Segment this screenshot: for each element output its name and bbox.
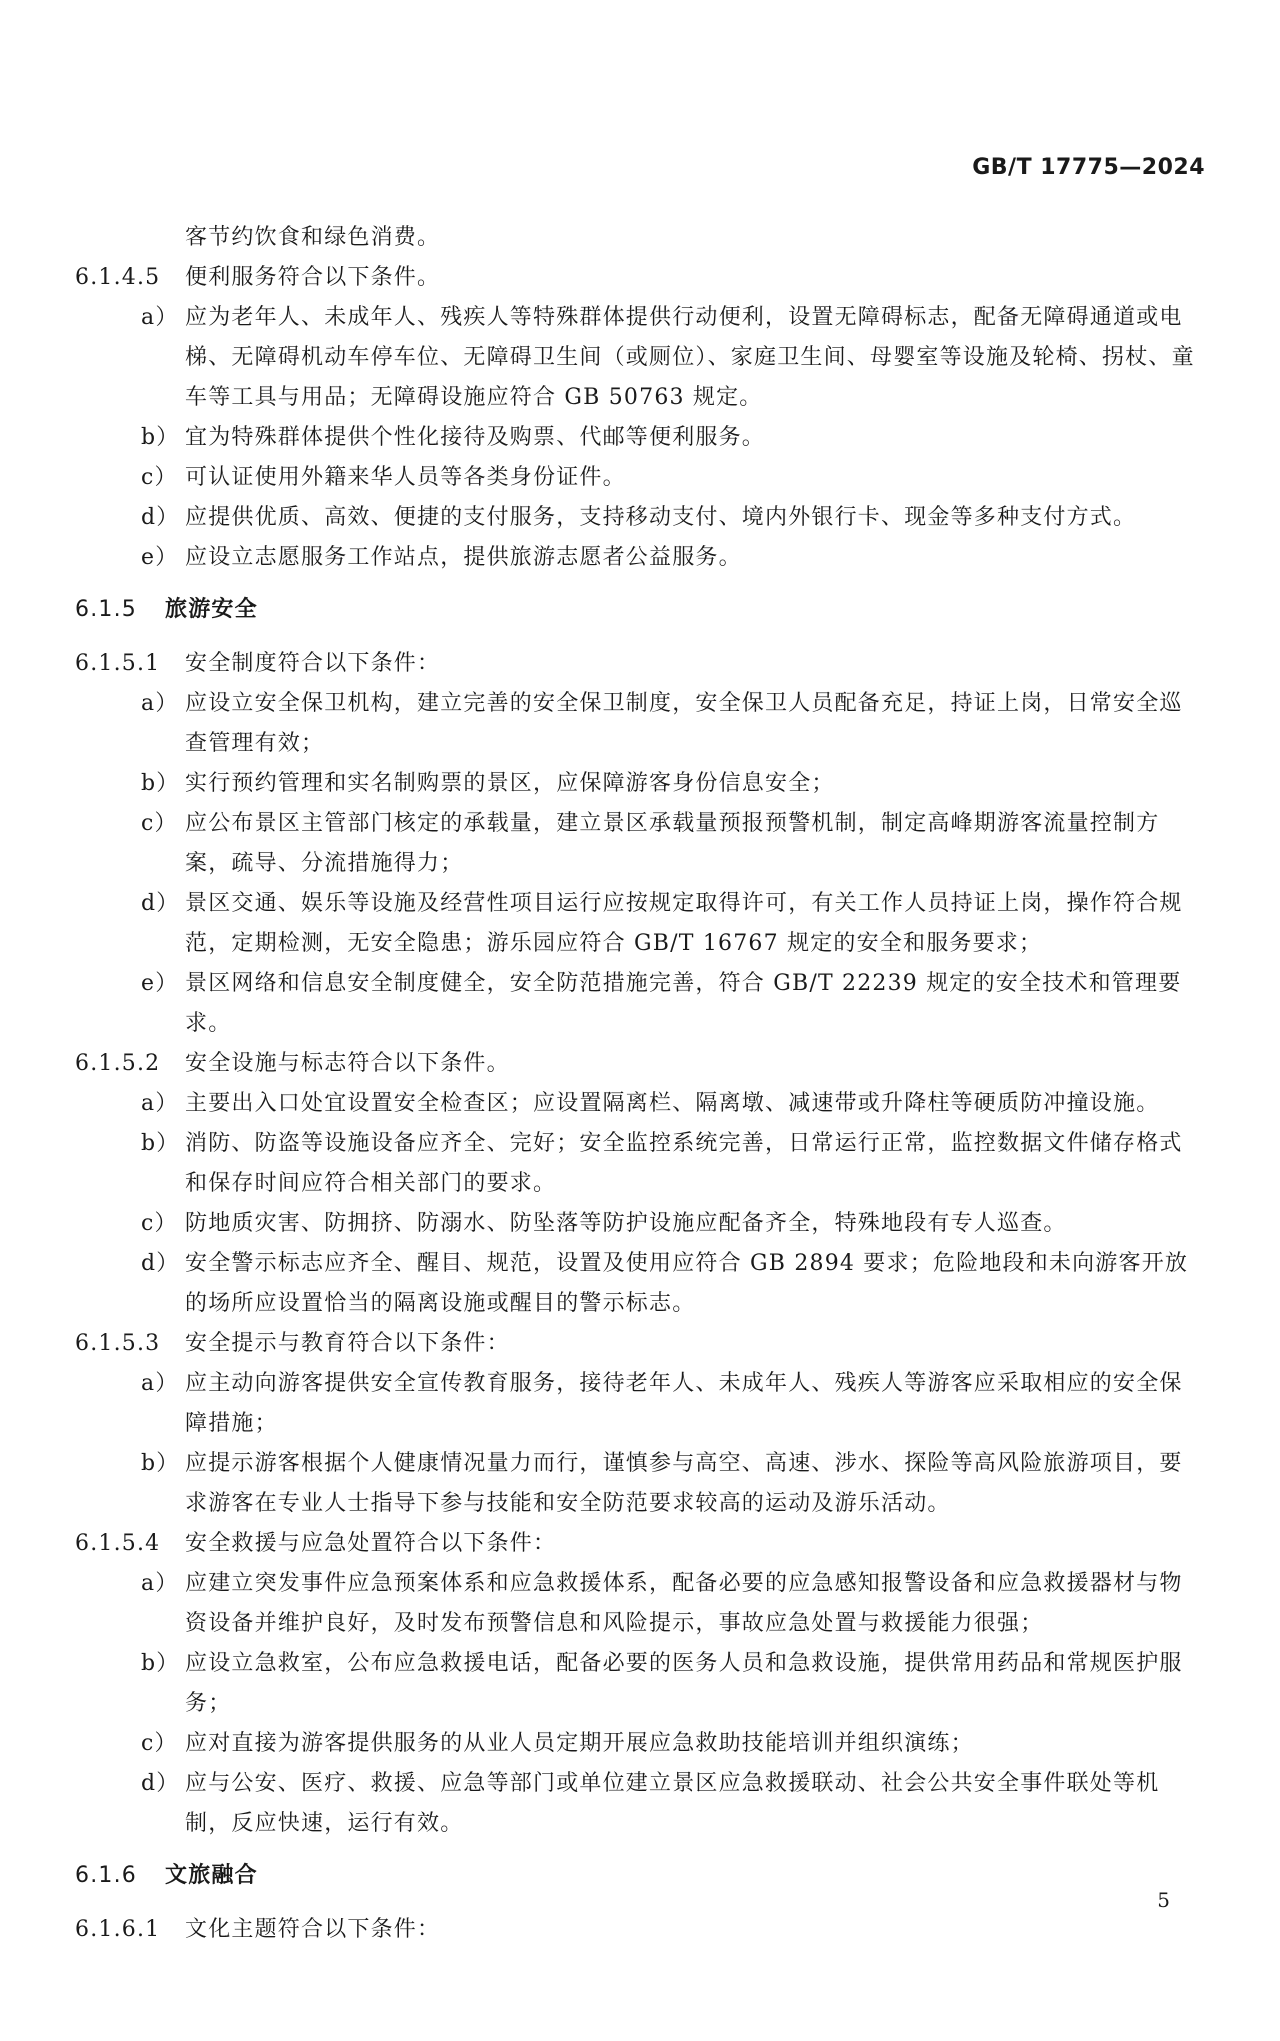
clause-number: 6.1.5.4 [75,1531,161,1556]
clause-number: 6.1.6.1 [75,1917,161,1942]
section-heading [75,1856,1205,1896]
list-item-text: 应设立安全保卫机构，建立完善的安全保卫制度，安全保卫人员配备充足，持证上岗，日常安全巡查管理有效； [185,691,1183,756]
document-body [75,218,1205,1950]
list-item [75,1644,1205,1724]
list-item [75,1564,1205,1644]
standard-number-header: GB/T 17775—2024 [972,155,1205,180]
section-number: 6.1.6 [75,1863,137,1888]
list-item-label: a） [141,1371,179,1396]
list-item-text: 应对直接为游客提供服务的从业人员定期开展应急救助技能培训并组织演练； [185,1731,974,1756]
list-item-label: e） [141,971,179,996]
list-item-label: b） [141,771,180,796]
clause-text: 便利服务符合以下条件。 [185,265,441,290]
list-item-label: d） [141,505,180,530]
list-item [75,1244,1205,1324]
list-item-text: 安全警示标志应齐全、醒目、规范，设置及使用应符合 GB 2894 要求；危险地段和未向游客开放的场所应设置恰当的隔离设施或醒目的警示标志。 [185,1251,1189,1316]
list-item [75,884,1205,964]
list-item [75,1444,1205,1524]
list-item-text: 应主动向游客提供安全宣传教育服务，接待老年人、未成年人、残疾人等游客应采取相应的安全保障措施； [185,1371,1183,1436]
page-number: 5 [1157,1888,1170,1912]
list-item-text: 实行预约管理和实名制购票的景区，应保障游客身份信息安全； [185,771,835,796]
continuation-text [75,218,1205,258]
list-item-label: a） [141,305,179,330]
list-item [75,1084,1205,1124]
list-item [75,298,1205,418]
list-item-text: 应提供优质、高效、便捷的支付服务，支持移动支付、境内外银行卡、现金等多种支付方式。 [185,505,1137,530]
list-item [75,1204,1205,1244]
list-item-label: c） [141,465,178,490]
list-item-text: 防地质灾害、防拥挤、防溺水、防坠落等防护设施应配备齐全，特殊地段有专人巡查。 [185,1211,1067,1236]
clause [75,644,1205,684]
clause [75,1524,1205,1564]
list-item [75,498,1205,538]
list-item [75,1124,1205,1204]
list-item [75,964,1205,1044]
clause-text: 安全救援与应急处置符合以下条件： [185,1531,557,1556]
list-item-label: a） [141,691,179,716]
list-item-label: a） [141,1091,179,1116]
clause-number: 6.1.5.1 [75,651,161,676]
list-item [75,538,1205,578]
section-title: 旅游安全 [165,597,258,622]
clause-number: 6.1.5.3 [75,1331,161,1356]
list-item-text: 应为老年人、未成年人、残疾人等特殊群体提供行动便利，设置无障碍标志，配备无障碍通道或电梯、无障碍机动车停车位、无障碍卫生间（或厕位）、家庭卫生间、母婴室等设施及轮椅、拐杖、童车等工具与用品；无障碍设施应符合 GB 50763 规定。 [185,305,1195,410]
clause [75,1910,1205,1950]
list-item-label: b） [141,1451,180,1476]
list-item [75,458,1205,498]
list-item [75,1724,1205,1764]
section-title: 文旅融合 [165,1863,258,1888]
clause-number: 6.1.5.2 [75,1051,161,1076]
clause-number: 6.1.4.5 [75,265,161,290]
list-item-label: a） [141,1571,179,1596]
list-item-text: 宜为特殊群体提供个性化接待及购票、代邮等便利服务。 [185,425,766,450]
clause-text: 安全提示与教育符合以下条件： [185,1331,510,1356]
list-item-text: 应与公安、医疗、救援、应急等部门或单位建立景区应急救援联动、社会公共安全事件联处等机制，反应快速，运行有效。 [185,1771,1160,1836]
list-item [75,1364,1205,1444]
list-item-label: d） [141,1771,180,1796]
list-item-label: b） [141,425,180,450]
list-item-text: 主要出入口处宜设置安全检查区；应设置隔离栏、隔离墩、减速带或升降柱等硬质防冲撞设施。 [185,1091,1160,1116]
list-item [75,1764,1205,1844]
clause-text: 安全设施与标志符合以下条件。 [185,1051,510,1076]
clause-text: 文化主题符合以下条件： [185,1917,441,1942]
list-item-text: 应公布景区主管部门核定的承载量，建立景区承载量预报预警机制，制定高峰期游客流量控制方案，疏导、分流措施得力； [185,811,1160,876]
clause-text: 安全制度符合以下条件： [185,651,441,676]
list-item-label: d） [141,1251,180,1276]
list-item-text: 应设立急救室，公布应急救援电话，配备必要的医务人员和急救设施，提供常用药品和常规医护服务； [185,1651,1183,1716]
clause [75,258,1205,298]
list-item-text: 应设立志愿服务工作站点，提供旅游志愿者公益服务。 [185,545,742,570]
list-item-text: 应提示游客根据个人健康情况量力而行，谨慎参与高空、高速、涉水、探险等高风险旅游项目，要求游客在专业人士指导下参与技能和安全防范要求较高的运动及游乐活动。 [185,1451,1183,1516]
list-item-label: b） [141,1651,180,1676]
section-number: 6.1.5 [75,597,137,622]
list-item-text: 消防、防盗等设施设备应齐全、完好；安全监控系统完善，日常运行正常，监控数据文件储存格式和保存时间应符合相关部门的要求。 [185,1131,1183,1196]
list-item-label: c） [141,1211,178,1236]
list-item [75,804,1205,884]
clause [75,1324,1205,1364]
list-item-text: 景区交通、娱乐等设施及经营性项目运行应按规定取得许可，有关工作人员持证上岗，操作符合规范，定期检测，无安全隐患；游乐园应符合 GB/T 16767 规定的安全和服务要求； [185,891,1183,956]
list-item-label: b） [141,1131,180,1156]
clause [75,1044,1205,1084]
list-item [75,418,1205,458]
list-item-text: 景区网络和信息安全制度健全，安全防范措施完善，符合 GB/T 22239 规定的安全技术和管理要求。 [185,971,1182,1036]
list-item [75,684,1205,764]
list-item-label: c） [141,811,178,836]
list-item-text: 应建立突发事件应急预案体系和应急救援体系，配备必要的应急感知报警设备和应急救援器材与物资设备并维护良好，及时发布预警信息和风险提示，事故应急处置与救援能力很强； [185,1571,1183,1636]
list-item-text: 可认证使用外籍来华人员等各类身份证件。 [185,465,626,490]
list-item-label: e） [141,545,179,570]
list-item-label: d） [141,891,180,916]
section-heading [75,590,1205,630]
list-item-label: c） [141,1731,178,1756]
paragraph-text: 客节约饮食和绿色消费。 [185,225,441,250]
list-item [75,764,1205,804]
